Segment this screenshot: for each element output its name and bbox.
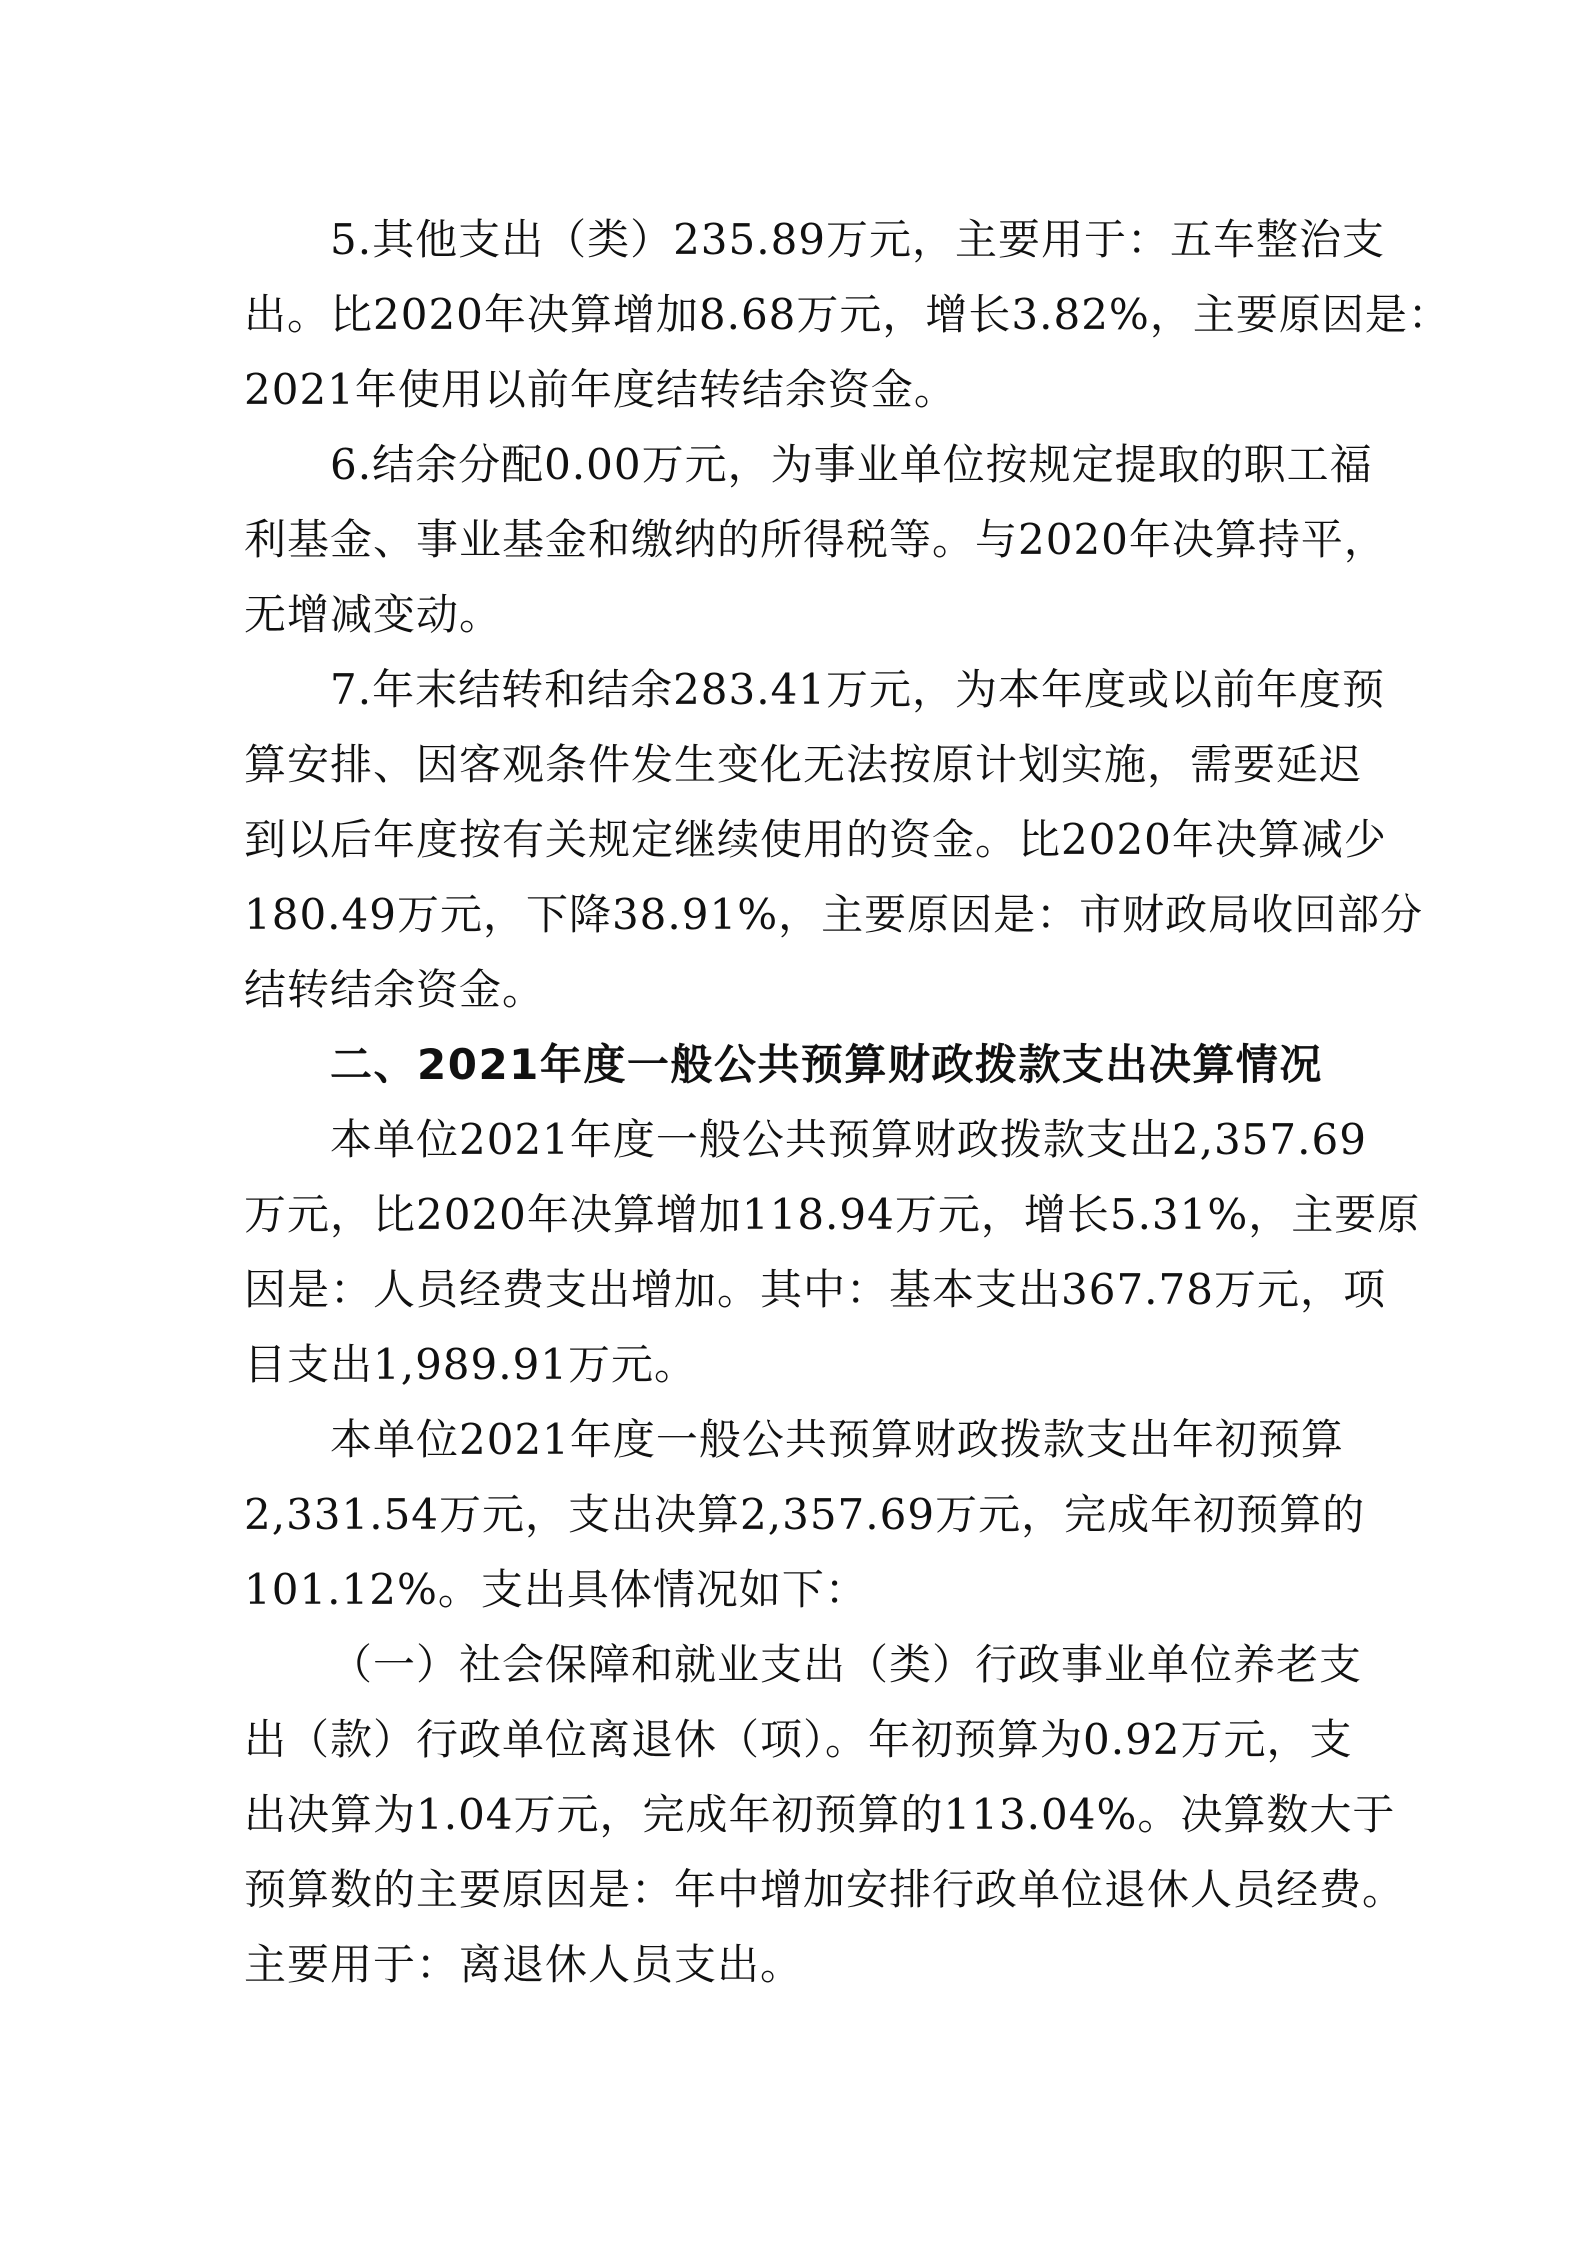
text-line: 6.结余分配0.00万元，为事业单位按规定提取的职工福 [330, 440, 1373, 489]
text-line: 万元，比2020年决算增加118.94万元，增长5.31%，主要原 [244, 1190, 1421, 1239]
text-line: 结转结余资金。 [244, 965, 546, 1014]
text-line: 本单位2021年度一般公共预算财政拨款支出年初预算 [330, 1415, 1344, 1464]
text-line: 180.49万元，下降38.91%，主要原因是：市财政局收回部分 [244, 890, 1424, 939]
text-line: 2,331.54万元，支出决算2,357.69万元，完成年初预算的 [244, 1490, 1366, 1539]
text-line: 算安排、因客观条件发生变化无法按原计划实施，需要延迟 [244, 740, 1363, 789]
text-line: 101.12%。支出具体情况如下： [244, 1565, 868, 1614]
text-line: 本单位2021年度一般公共预算财政拨款支出2,357.69 [330, 1115, 1367, 1164]
text-line: 主要用于：离退休人员支出。 [244, 1940, 804, 1989]
text-line: 预算数的主要原因是：年中增加安排行政单位退休人员经费。 [244, 1865, 1406, 1914]
text-line: 7.年末结转和结余283.41万元，为本年度或以前年度预 [330, 665, 1386, 714]
text-line: 利基金、事业基金和缴纳的所得税等。与2020年决算持平， [244, 515, 1387, 564]
text-line: 2021年使用以前年度结转结余资金。 [244, 365, 957, 414]
text-line: 到以后年度按有关规定继续使用的资金。比2020年决算减少 [244, 815, 1387, 864]
text-line: 目支出1,989.91万元。 [244, 1340, 698, 1389]
text-line: 5.其他支出（类）235.89万元，主要用于：五车整治支 [330, 215, 1386, 264]
section-heading: 二、2021年度一般公共预算财政拨款支出决算情况 [330, 1040, 1323, 1089]
text-line: （一）社会保障和就业支出（类）行政事业单位养老支 [330, 1640, 1363, 1689]
text-line: 出（款）行政单位离退休（项）。年初预算为0.92万元，支 [244, 1715, 1353, 1764]
text-line: 因是：人员经费支出增加。其中：基本支出367.78万元，项 [244, 1265, 1386, 1314]
text-line: 出。比2020年决算增加8.68万元，增长3.82%，主要原因是： [244, 290, 1451, 339]
text-line: 无增减变动。 [244, 590, 503, 639]
text-line: 出决算为1.04万元，完成年初预算的113.04%。决算数大于 [244, 1790, 1396, 1839]
